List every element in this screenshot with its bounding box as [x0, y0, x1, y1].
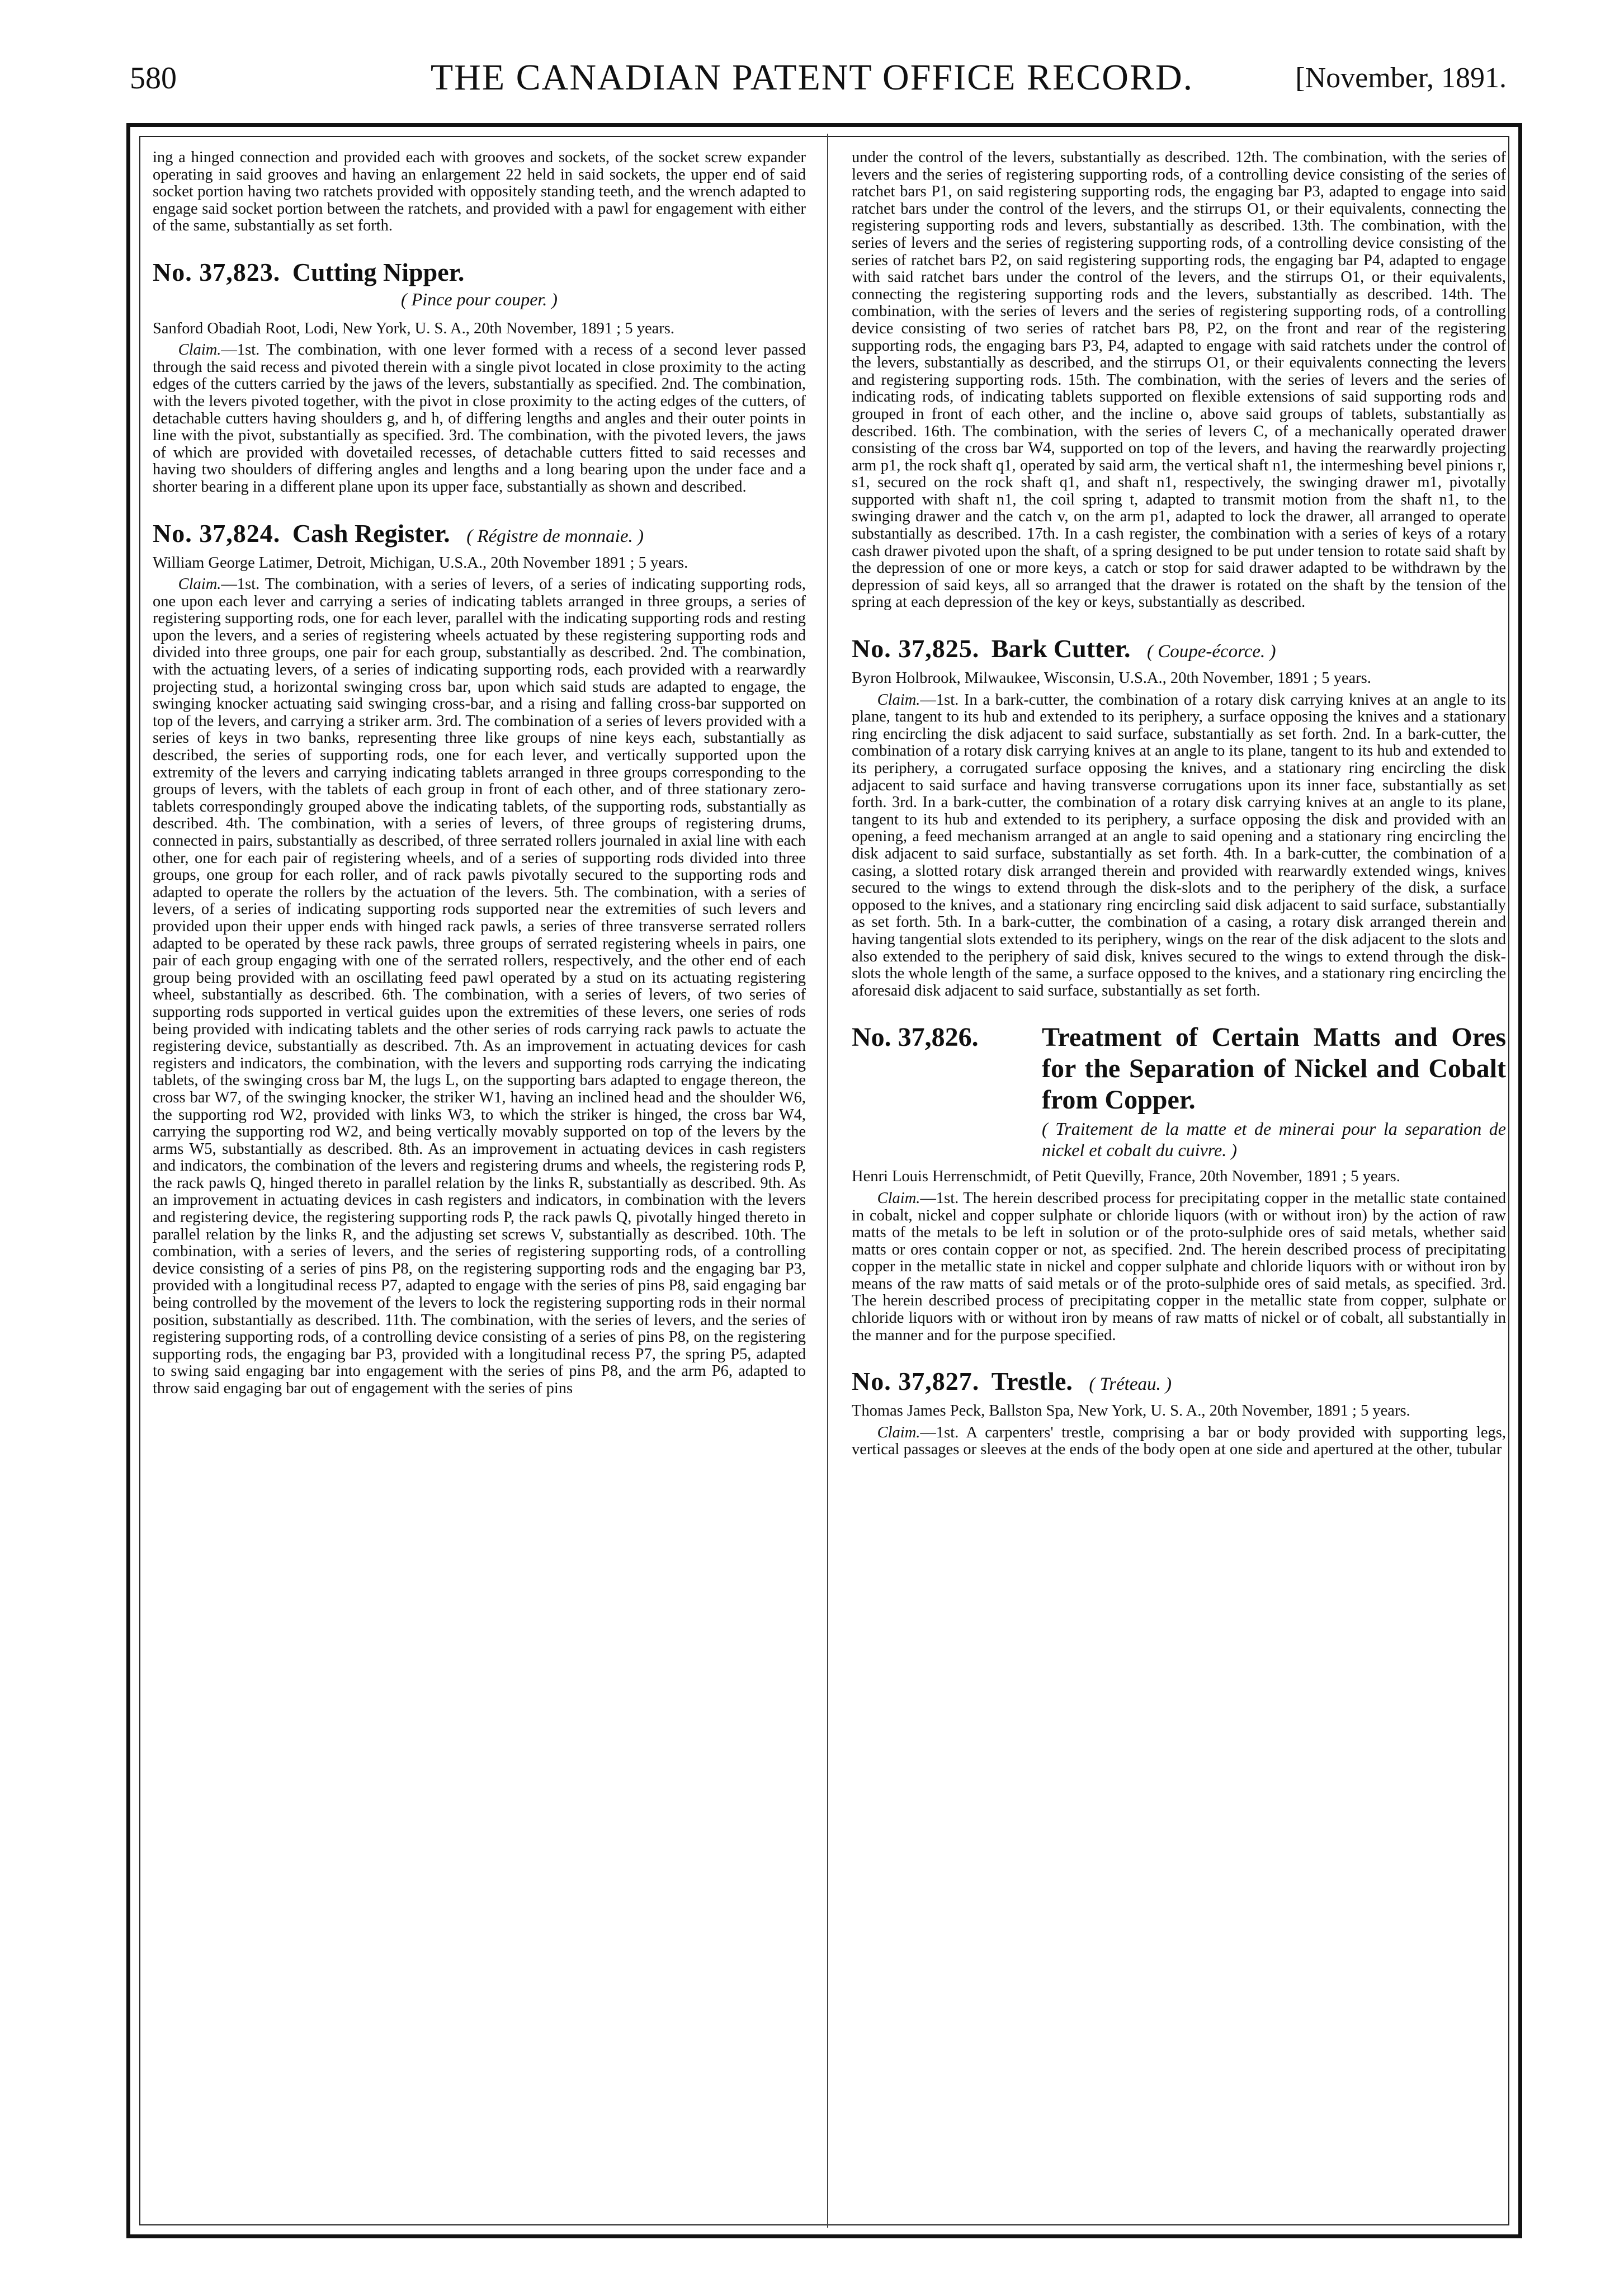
french-title: ( Coupe-écorce. ) — [1146, 642, 1276, 662]
french-title: ( Pince pour couper. ) — [401, 289, 558, 309]
claim-label: Claim. — [877, 1423, 920, 1441]
entry-heading — [852, 634, 1506, 667]
patentee: William George Latimer, Detroit, Michigan, U.S.A., 20th November 1891 ; 5 years. — [153, 554, 688, 572]
patent-number: No. 37,824. — [153, 518, 281, 548]
issue-date: [November, 1891. — [1295, 62, 1507, 94]
page-header — [0, 0, 1624, 123]
patent-entry-37827 — [852, 1366, 1506, 1459]
patent-number: No. 37,825. — [852, 634, 980, 663]
claim-body: —1st. A carpenters' trestle, comprising a bar or body provided with supporting legs, vertical passages or sleeves at the ends of the body open at one side and apertured at the other, tubular — [852, 1423, 1506, 1459]
patent-entry-37823 — [153, 257, 806, 496]
page-frame — [126, 123, 1522, 2238]
patent-title: Cash Register. — [292, 518, 450, 548]
patent-entry-37824 — [153, 518, 806, 1398]
patent-number: No. 37,826. — [852, 1022, 979, 1053]
left-column — [153, 149, 806, 1398]
patentee: Henri Louis Herrenschmidt, of Petit Quevilly, France, 20th November, 1891 ; 5 years. — [852, 1168, 1400, 1186]
french-title: ( Traitement de la matte et de minerai pour la separation de nickel et cobalt du cuivre. ) — [1042, 1119, 1506, 1161]
claim-text — [852, 692, 1506, 1000]
claim-body: —1st. The herein described process for precipitating copper in the metallic state contained in cobalt, nickel and copper sulphate or chloride liquors (with or without iron) by the action of raw matts of the metals to be left in solution or of the proto-sulphide ores of said metals, whether said matts or ores contain copper or not, as specified. 2nd. The herein described process of precipitating copper in the metallic state in nickel and copper sulphate and chloride liquors with or without iron by means of the raw matts of said metals or of the proto-sulphide ores of said metals, as specified. 3rd. The herein described process of precipitating copper in the metallic state from copper, sulphate or chloride liquors with or without iron by means of raw matts of nickel or of cobalt, all substantially in the manner and for the purpose specified. — [852, 1189, 1506, 1344]
entry-heading — [153, 257, 806, 287]
entry-heading — [153, 518, 806, 551]
patent-entry-37825 — [852, 634, 1506, 999]
patent-entry-37826 — [852, 1022, 1506, 1344]
patent-number: No. 37,823. — [153, 257, 281, 286]
entry-heading — [852, 1022, 1506, 1116]
claim-label: Claim. — [877, 691, 920, 709]
patentee: Thomas James Peck, Ballston Spa, New York, U. S. A., 20th November, 1891 ; 5 years. — [852, 1402, 1410, 1420]
claim-text — [852, 1425, 1506, 1459]
claim-text — [153, 576, 806, 1398]
patent-title: Trestle. — [991, 1367, 1073, 1396]
continued-text: ing a hinged connection and provided each with grooves and sockets, of the socket screw expander operating in said grooves and having an enlargement 22 held in said sockets, the upper end of said socket portion having two ratchets provided with oppositely standing teeth, and the wrench adapted to engage said socket portion between the ratchets, and provided with a pawl for engagement with either of the same, substantially as set forth. — [153, 149, 806, 235]
patent-number: No. 37,827. — [852, 1367, 980, 1396]
claim-text — [153, 342, 806, 496]
entry-heading — [852, 1366, 1506, 1399]
patentee: Sanford Obadiah Root, Lodi, New York, U. S. A., 20th November, 1891 ; 5 years. — [153, 319, 674, 337]
claim-label: Claim. — [877, 1189, 920, 1207]
claim-body: —1st. The combination, with one lever formed with a recess of a second lever passed through the said recess and pivoted therein with a single pivot located in close proximity to the acting edges of the cutters carried by the jaws of the levers, substantially as specified. 2nd. The combination, with the levers pivoted together, with the pivot in close proximity to the acting edges of the cutters, of detachable cutters having shoulders g, and h, of differing lengths and angles and their outer points in line with the pivot, substantially as specified. 3rd. The combination, with the pivoted levers, the jaws of which are provided with dovetailed recesses, of detachable cutters fitted to said recesses and having two shoulders of differing angles and lengths and a long bearing upon the under face and a shorter bearing in a different plane upon its upper face, substantially as shown and described. — [153, 341, 806, 496]
patent-title: Treatment of Certain Matts and Ores for the Separation of Nickel and Cobalt from Copper. — [1042, 1022, 1506, 1115]
running-title: THE CANADIAN PATENT OFFICE RECORD. — [430, 57, 1194, 98]
patentee: Byron Holbrook, Milwaukee, Wisconsin, U.S.A., 20th November, 1891 ; 5 years. — [852, 669, 1371, 687]
right-column — [852, 149, 1506, 1459]
french-title: ( Tréteau. ) — [1089, 1374, 1172, 1395]
patent-title: Bark Cutter. — [991, 634, 1131, 663]
claim-label: Claim. — [178, 576, 221, 593]
patent-title: Cutting Nipper. — [292, 257, 465, 286]
claim-body: —1st. In a bark-cutter, the combination of a rotary disk carrying knives at an angle to its plane, tangent to its hub and extended to its periphery, a surface opposing the knives and a stationary ring encircling the disk adjacent to said surface, substantially as set forth. 2nd. In a bark-cutter, the combination of a rotary disk carrying knives at an angle to its plane, tangent to its hub and extended to its periphery, a corrugated surface opposing the knives, and a stationary ring encircling the disk adjacent to said surface and having transverse corrugations upon its inner face, substantially as set forth. 3rd. In a bark-cutter, the combination of a rotary disk carrying knives at an angle to its plane, tangent to its hub and extended to its periphery, a surface opposing the disk and provided with an opening, a feed mechanism arranged at an angle to said opening and a stationary ring encircling the disk adjacent to said surface, substantially as set forth. 4th. In a bark-cutter, the combination of a casing, a slotted rotary disk arranged therein and provided with rearwardly extended wings, knives secured to the wings to extend through the disk-slots and to the periphery of the disk, a surface opposed to the knives, and a stationary ring encircling said disk adjacent to said surface, substantially as set forth. 5th. In a bark-cutter, the combination of a casing, a rotary disk arranged therein and having tangential slots extended to its periphery, wings on the rear of the disk adjacent to the slots and also extended to the periphery of said disk, knives secured to the wings to extend through the disk-slots the whole length of the same, a surface opposed to the knives, and a stationary ring encircling the aforesaid disk adjacent to said surface, substantially as set forth. — [852, 691, 1506, 999]
claim-label: Claim. — [178, 341, 221, 359]
claim-text — [852, 1190, 1506, 1344]
continued-text: under the control of the levers, substantially as described. 12th. The combination, with the series of levers and the series of registering supporting rods, of a controlling device consisting of the series of ratchet bars P1, on said registering supporting rods, the engaging bar P3, adapted to engage into said ratchet bars under the control of the levers, and the stirrups O1, or their equivalents, connecting the registering supporting rods and levers, substantially as described. 13th. The combination, with the series of levers and the series of registering supporting rods, of a controlling device consisting of the series of ratchet bars P2, on said registering supporting rods, the engaging bar P4, adapted to engage with said ratchet bars under the control of the levers, and the stirrups O1, or their equivalents, connecting the registering supporting rods and the levers, substantially as described. 14th. The combination, with the series of levers and the series of registering supporting rods, of a controlling device consisting of two series of ratchet bars P8, P2, on the front and rear of the registering supporting rods, the engaging bars P3, P4, adapted to engage with said ratchets under the control of the levers, substantially as described, and the stirrups O1, or their equivalents connecting the levers and registering supporting rods. 15th. The combination, with the series of levers and the series of indicating rods, of indicating tablets supported on flexible extensions of said supporting rods and grouped in front of each other, and the incline o, above said groups of tablets, substantially as described. 16th. The combination, with the series of levers C, of a mechanically operated drawer consisting of the cross bar W4, supported on top of the levers, and having the rearwardly projecting arm p1, the rock shaft q1, operated by said arm, the vertical shaft n1, the intermeshing bevel pinions r, s1, secured on the rock shaft q1, and shaft n1, respectively, the swinging drawer m1, pivotally supported with shaft n1, the coil spring t, adapted to transmit motion from the shaft n1, to the swinging drawer and the catch v, on the arm p1, adapted to lock the drawer, all arranged to operate substantially as described. 17th. In a cash register, the combination with a series of keys of a rotary cash drawer pivoted upon the shaft, of a spring designed to be put under tension to rotate said shaft by the depression of one or more keys, a catch or stop for said drawer adapted to be withdrawn by the depression of said keys, all so arranged that the drawer is rotated on the shaft by the tension of the spring at each depression of the key or keys, substantially as described. — [852, 149, 1506, 611]
french-title: ( Régistre de monnaie. ) — [466, 526, 644, 546]
page-number: 580 — [130, 61, 177, 96]
claim-body: —1st. The combination, with a series of levers, of a series of indicating supporting rods, one upon each lever and carrying a series of indicating tablets arranged in three groups, a series of registering supporting rods, one for each lever, parallel with the indicating supporting rods and resting upon the levers, and a series of registering wheels actuated by these registering supporting rods and divided into three groups, one pair for each group, substantially as described. 2nd. The combination, with the actuating levers, of a series of indicating supporting rods, each provided with a rearwardly projecting stud, a horizontal swinging cross bar, upon which said studs are adapted to engage, the swinging knocker actuating said swinging cross-bar, and a rising and falling cross-bar supported on top of the levers, and carrying a striker arm. 3rd. The combination of a series of levers provided with a series of keys in two banks, representing three like groups of nine keys each, substantially as described, the series of supporting rods, one for each lever, and vertically supported upon the extremity of the levers and carrying indicating tablets arranged in three groups corresponding to the groups of levers, with the tablets of each group in front of each other, and of three stationary zero-tablets correspondingly grouped above the indicating tablets, of the supporting rods, substantially as described. 4th. The combination, with a series of levers, of three groups of registering drums, connected in pairs, substantially as described, of three serrated rollers journaled in axial line with each other, one for each pair of registering wheels, and of a series of supporting rods divided into three groups, one group for each roller, and of rack pawls pivotally secured to the supporting rods and adapted to operate the rollers by the actuation of the levers. 5th. The combination, with a series of levers, of a series of indicating supporting rods supported near the extremities of such levers and provided upon their upper ends with hinged rack pawls, a series of three transverse serrated rollers adapted to be operated by these rack pawls, three groups of serrated registering wheels in pairs, one pair of each group engaging with one of the serrated rollers, respectively, and the other end of each group being provided with an oscillating feed pawl operated by a stud on its actuating registering wheel, substantially as described. 6th. The combination, with a series of levers, of two series of supporting rods supported in vertical guides upon the extremities of these levers, one series of rods being provided with indicating tablets and the other series of rods carrying rack pawls to actuate the registering device, substantially as described. 7th. As an improvement in actuating devices for cash registers and indicators, the combination, with the levers and supporting rods carrying the indicating tablets, of the swinging cross bar M, the lugs L, on the supporting bars adapted to engage thereon, the cross bar W7, of the swinging knocker, the striker W1, having an inclined head and the shoulder W6, the supporting rod W2, provided with links W3, to which the striker is hinged, the cross bar W4, carrying the supporting rod W2, and being vertically movably supported on top of the levers by the arms W5, substantially as described. 8th. As an improvement in actuating devices in cash registers and indicators, the combination of the levers and registering drums and wheels, the registering rods P, the rack pawls Q, hinged thereto in parallel relation by the links R, substantially as described. 9th. As an improvement in actuating devices in cash registers and indicators, in combination with the levers and registering device, the registering supporting rods P, the rack pawls Q, pivotally hinged thereto in parallel relation by the links R, and the adjusting set screws V, substantially as described. 10th. The combination, with a series of levers, and the series of registering supporting rods, of a controlling device consisting of a series of pins P8, on the registering supporting rods and the engaging bar P3, provided with a longitudinal recess P7, adapted to engage with the series of pins P8, said engaging bar being controlled by the movement of the levers to lock the registering supporting rods in their normal position, substantially as described. 11th. The combination, with the series of levers, and the series of registering supporting rods, of a controlling device consisting of a series of pins P8, on the registering supporting rods, the engaging bar P3, provided with a longitudinal recess P7, the spring P5, adapted to swing said engaging bar into engagement with the series of pins P8, and the arm P6, adapted to throw said engaging bar out of engagement with the series of pins — [153, 576, 806, 1397]
column-divider — [827, 134, 828, 2228]
